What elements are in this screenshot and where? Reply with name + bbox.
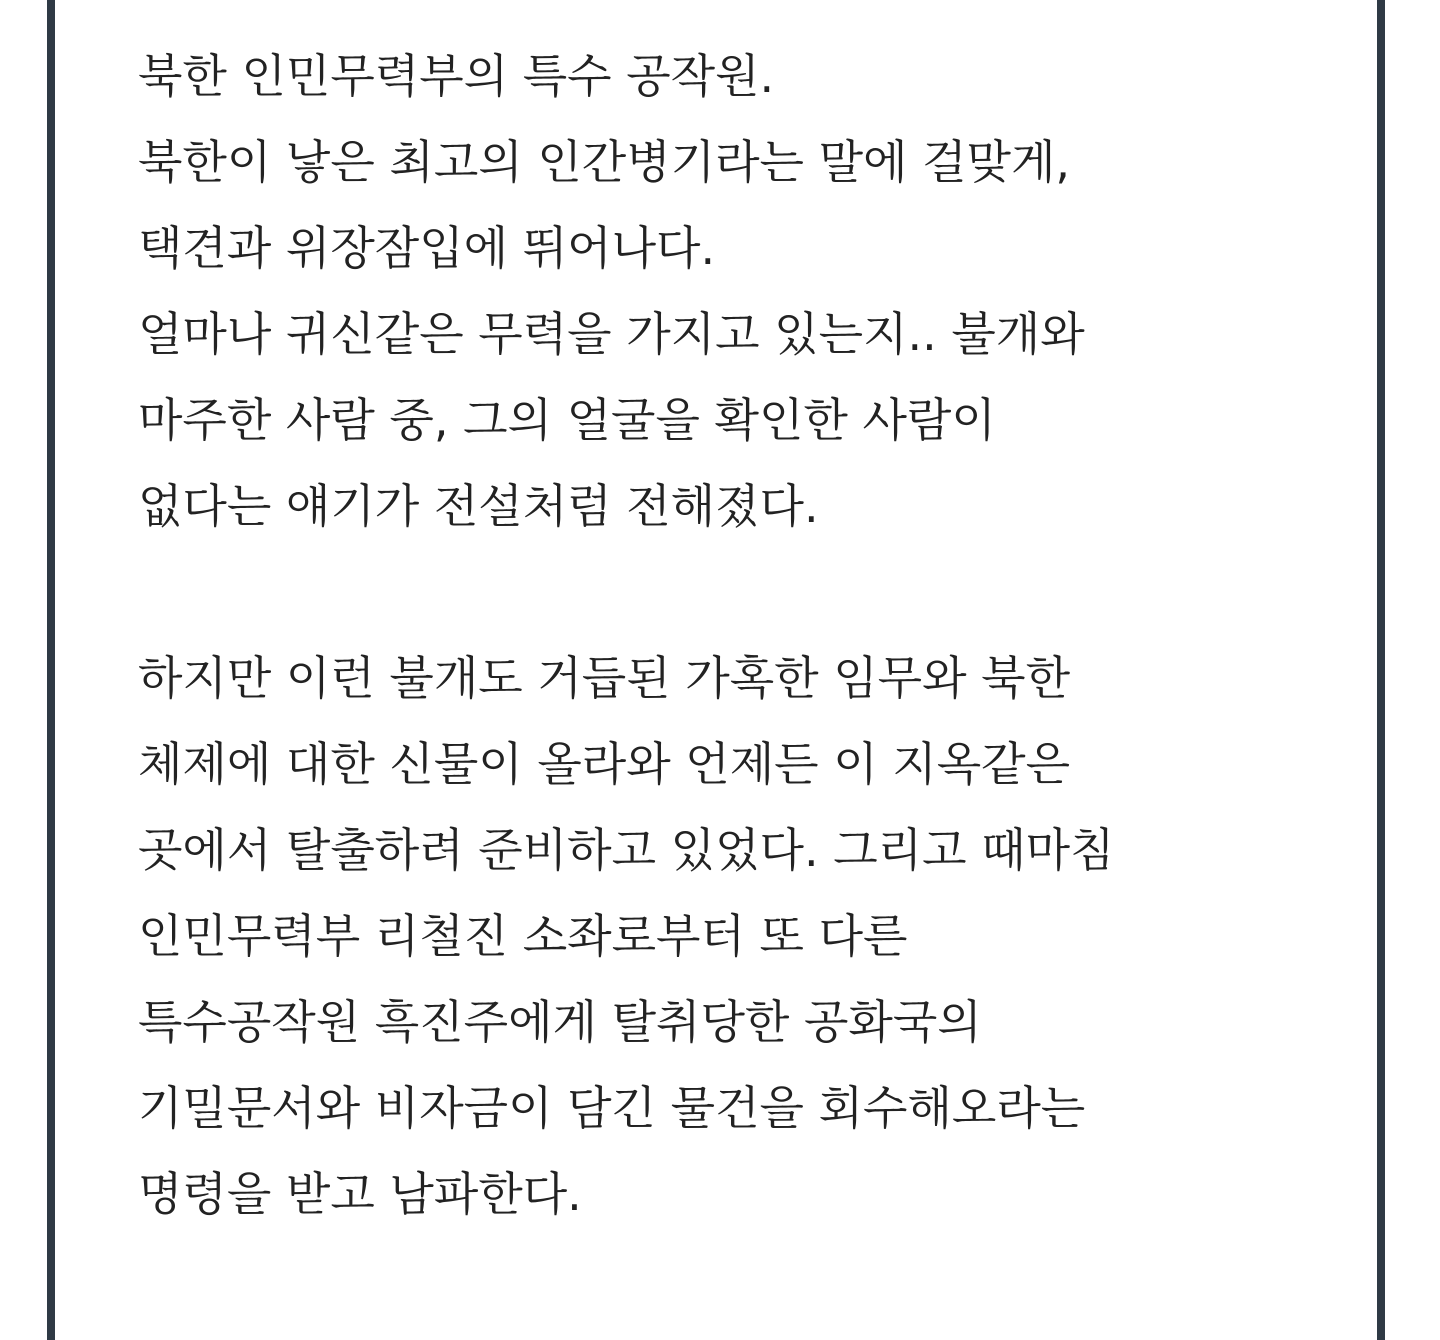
text-line: 체제에 대한 신물이 올라와 언제든 이 지옥같은 [138,737,1071,791]
text-line: 곳에서 탈출하려 준비하고 있었다. 그리고 때마침 [138,823,1115,877]
text-line: 마주한 사람 중, 그의 얼굴을 확인한 사람이 [138,393,996,447]
text-line: 북한이 낳은 최고의 인간병기라는 말에 걸맞게, [138,135,1071,189]
text-line: 없다는 얘기가 전설처럼 전해졌다. [138,479,819,533]
text-line: 인민무력부 리철진 소좌로부터 또 다른 [138,909,908,963]
text-line: 하지만 이런 불개도 거듭된 가혹한 임무와 북한 [138,651,1071,705]
text-line: 얼마나 귀신같은 무력을 가지고 있는지.. 불개와 [138,307,1085,361]
text-line: 택견과 위장잠입에 뛰어나다. [138,221,716,275]
paragraph-1 [138,33,1338,549]
paragraph-spacer [138,549,1338,635]
text-line: 명령을 받고 남파한다. [138,1167,582,1221]
text-line: 특수공작원 흑진주에게 탈취당한 공화국의 [138,995,982,1049]
text-line: 기밀문서와 비자금이 담긴 물건을 회수해오라는 [138,1081,1086,1135]
paragraph-2 [138,635,1338,1237]
document-body [138,33,1338,1237]
text-line: 북한 인민무력부의 특수 공작원. [138,49,775,103]
